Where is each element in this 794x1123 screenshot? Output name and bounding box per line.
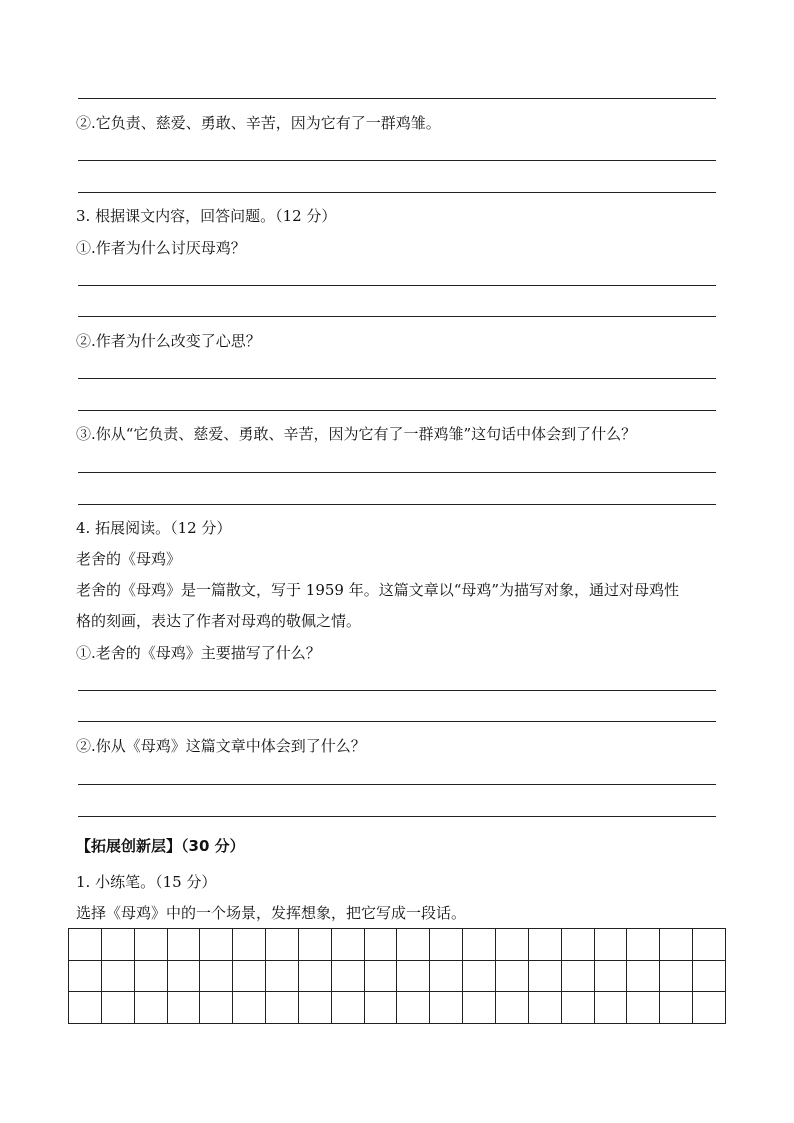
answer-line [78, 378, 716, 379]
grid-cell[interactable] [627, 961, 660, 993]
q4-passage-line2: 格的刻画，表达了作者对母鸡的敬佩之情。 [76, 612, 362, 630]
grid-cell[interactable] [529, 961, 562, 993]
grid-cell[interactable] [496, 929, 529, 961]
grid-cell[interactable] [562, 961, 595, 993]
grid-cell[interactable] [693, 961, 726, 993]
grid-cell[interactable] [660, 961, 693, 993]
grid-cell[interactable] [266, 961, 299, 993]
grid-cell[interactable] [463, 992, 496, 1024]
grid-cell[interactable] [463, 929, 496, 961]
answer-line [78, 721, 716, 722]
grid-cell[interactable] [69, 961, 102, 993]
q2-sub2-text: ②.它负责、慈爱、勇敢、辛苦，因为它有了一群鸡雏。 [76, 114, 441, 132]
grid-cell[interactable] [496, 961, 529, 993]
grid-cell[interactable] [595, 961, 628, 993]
grid-cell[interactable] [233, 929, 266, 961]
grid-cell[interactable] [627, 992, 660, 1024]
q4-sub1: ①.老舍的《母鸡》主要描写了什么？ [76, 644, 321, 662]
grid-cell[interactable] [627, 929, 660, 961]
grid-cell[interactable] [365, 992, 398, 1024]
grid-cell[interactable] [200, 929, 233, 961]
q3-sub1: ①.作者为什么讨厌母鸡？ [76, 239, 246, 257]
grid-cell[interactable] [397, 929, 430, 961]
grid-cell[interactable] [102, 929, 135, 961]
answer-line [78, 98, 716, 99]
answer-line [78, 690, 716, 691]
grid-cell[interactable] [430, 992, 463, 1024]
grid-cell[interactable] [299, 992, 332, 1024]
q3-sub2: ②.作者为什么改变了心思？ [76, 332, 261, 350]
grid-cell[interactable] [299, 929, 332, 961]
grid-cell[interactable] [693, 992, 726, 1024]
grid-cell[interactable] [168, 929, 201, 961]
section-heading: 【拓展创新层】（30 分） [76, 837, 245, 855]
grid-cell[interactable] [693, 929, 726, 961]
answer-line [78, 504, 716, 505]
answer-line [78, 784, 716, 785]
grid-cell[interactable] [332, 992, 365, 1024]
writing-grid[interactable] [68, 928, 726, 1024]
answer-line [78, 192, 716, 193]
q4-title: 4. 拓展阅读。（12 分） [76, 519, 232, 537]
answer-line [78, 816, 716, 817]
grid-cell[interactable] [200, 992, 233, 1024]
grid-cell[interactable] [135, 961, 168, 993]
grid-cell[interactable] [168, 961, 201, 993]
grid-cell[interactable] [168, 992, 201, 1024]
q3-title: 3. 根据课文内容，回答问题。（12 分） [76, 207, 337, 225]
grid-cell[interactable] [496, 992, 529, 1024]
grid-cell[interactable] [463, 961, 496, 993]
grid-cell[interactable] [135, 992, 168, 1024]
grid-cell[interactable] [660, 992, 693, 1024]
grid-cell[interactable] [69, 992, 102, 1024]
grid-cell[interactable] [365, 961, 398, 993]
grid-cell[interactable] [562, 929, 595, 961]
answer-line [78, 285, 716, 286]
grid-cell[interactable] [595, 992, 628, 1024]
grid-cell[interactable] [266, 929, 299, 961]
grid-cell[interactable] [299, 961, 332, 993]
grid-cell[interactable] [595, 929, 628, 961]
q4-sub2: ②.你从《母鸡》这篇文章中体会到了什么？ [76, 737, 366, 755]
grid-cell[interactable] [365, 929, 398, 961]
grid-cell[interactable] [233, 992, 266, 1024]
grid-cell[interactable] [529, 992, 562, 1024]
grid-cell[interactable] [660, 929, 693, 961]
answer-line [78, 160, 716, 161]
grid-cell[interactable] [233, 961, 266, 993]
grid-cell[interactable] [332, 929, 365, 961]
grid-cell[interactable] [200, 961, 233, 993]
grid-cell[interactable] [562, 992, 595, 1024]
grid-cell[interactable] [266, 992, 299, 1024]
grid-cell[interactable] [332, 961, 365, 993]
answer-line [78, 472, 716, 473]
answer-line [78, 316, 716, 317]
grid-cell[interactable] [397, 961, 430, 993]
practice-instruction: 选择《母鸡》中的一个场景，发挥想象，把它写成一段话。 [76, 904, 467, 922]
q3-sub3: ③.你从“它负责、慈爱、勇敢、辛苦，因为它有了一群鸡雏”这句话中体会到了什么？ [76, 425, 637, 443]
grid-cell[interactable] [430, 961, 463, 993]
grid-cell[interactable] [529, 929, 562, 961]
q4-passage-line1: 老舍的《母鸡》是一篇散文，写于 1959 年。这篇文章以“母鸡”为描写对象，通过对母鸡性 [76, 581, 680, 599]
grid-cell[interactable] [397, 992, 430, 1024]
q4-passage-title: 老舍的《母鸡》 [76, 550, 182, 568]
grid-cell[interactable] [135, 929, 168, 961]
answer-line [78, 410, 716, 411]
grid-cell[interactable] [102, 992, 135, 1024]
grid-cell[interactable] [102, 961, 135, 993]
grid-cell[interactable] [430, 929, 463, 961]
grid-cell[interactable] [69, 929, 102, 961]
practice-title: 1. 小练笔。（15 分） [76, 873, 217, 891]
